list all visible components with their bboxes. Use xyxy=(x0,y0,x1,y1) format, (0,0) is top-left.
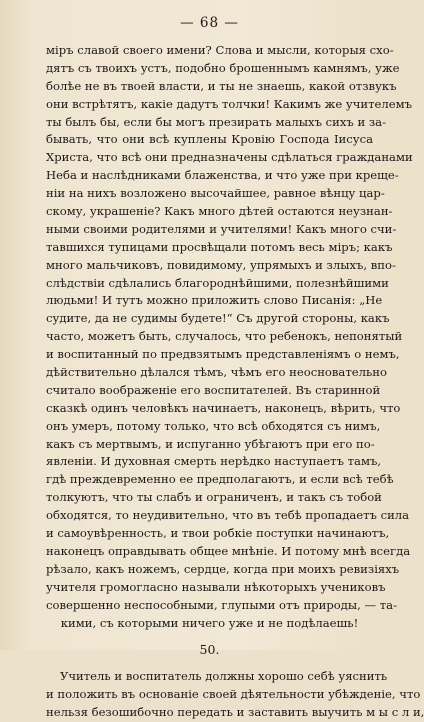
text-line: нельзя безошибочно передать и заставить выучить м ы с л и, xyxy=(46,705,424,720)
text-line: и положить въ основаніе своей дѣятельности убѣжденіе, что xyxy=(46,687,421,702)
text-line: Христа, что всѣ они предназначены сдѣлаться гражданами xyxy=(46,150,413,165)
section-number: 50. xyxy=(199,642,220,658)
text-line: дятъ съ твоихъ устъ, подобно брошеннымъ камнямъ, уже xyxy=(46,60,400,75)
text-line: ными своими родителями и учителями! Какъ много счи- xyxy=(46,221,397,236)
text-line: ніи на нихъ возложено высочайшее, равное вѣнцу цар- xyxy=(46,186,385,201)
text-line: какъ съ мертвымъ, и испуганно убѣгаютъ при его по- xyxy=(46,436,375,451)
text-line: они встрѣтятъ, какіе дадутъ толчки! Какимъ же учителемъ xyxy=(46,96,413,111)
text-line: наконецъ оправдывать общее мнѣніе. И потому мнѣ всегда xyxy=(46,543,411,558)
text-line: міръ славой своего имени? Слова и мысли, которыя схо- xyxy=(46,43,394,57)
text-line: скому, украшеніе? Какъ много дѣтей остаются неузнан- xyxy=(46,204,393,219)
text-line: Учитель и воспитатель должны хорошо себѣ уяснить xyxy=(60,669,388,684)
text-line: кими, съ которыми ничего уже и не подѣлаешь! xyxy=(60,615,359,630)
page-number: — 68 — xyxy=(180,15,239,31)
text-line: и воспитанный по предвзятымъ представленіямъ о немъ, xyxy=(46,347,400,362)
text-line: совершенно неспособными, глупыми отъ природы, — та- xyxy=(46,597,397,612)
paragraph-1 xyxy=(46,42,413,632)
text-line: учителя громогласно называли нѣкоторыхъ учениковъ xyxy=(46,579,386,594)
text-line: тавшихся тупицами просвѣщали потомъ весь міръ; какъ xyxy=(46,239,393,254)
text-line: часто, можетъ быть, случалось, что ребенокъ, непонятый xyxy=(46,329,403,344)
text-line: дѣйствительно дѣлался тѣмъ, чѣмъ его неосновательно xyxy=(46,365,388,380)
text-line: Неба и наслѣдниками блаженства, и что уже при крещe- xyxy=(46,168,399,183)
text-line: много мальчиковъ, повидимому, упрямыхъ и злыхъ, впо- xyxy=(46,257,396,272)
text-line: считало воображеніе его воспитателей. Въ старинной xyxy=(46,382,381,397)
text-line: гдѣ преждевременно ее предполагаютъ, и если всѣ тебѣ xyxy=(46,472,394,487)
text-line: болѣе не въ твоей власти, и ты не знаешь, какой отзвукъ xyxy=(46,78,397,93)
text-line: ты былъ бы, если бы могъ презирать малыхъ сихъ и за- xyxy=(46,114,387,129)
text-line: сказкѣ одинъ человѣкъ начинаетъ, наконецъ, вѣрить, что xyxy=(46,400,401,415)
text-line: и самоувѣренность, и твои робкіе поступки начинаютъ, xyxy=(46,526,390,541)
text-line: судите, да не судимы будете!“ Съ другой стороны, какъ xyxy=(46,311,390,326)
text-line: обходятся, то неудивительно, что въ тебѣ пропадаетъ сила xyxy=(46,508,410,523)
text-line: онъ умеръ, потому только, что всѣ обходятся съ нимъ, xyxy=(46,418,381,433)
text-line: явленіи. И духовная смерть нерѣдко наступаетъ тамъ, xyxy=(46,454,382,469)
text-line: бывать, что они всѣ куплены Кровію Господа Іисуса xyxy=(46,132,373,147)
text-line: рѣзало, какъ ножемъ, сердце, когда при моихъ ревизіяхъ xyxy=(46,561,400,576)
text-line: толкуютъ, что ты слабъ и ограниченъ, и такъ съ тобой xyxy=(46,490,382,505)
text-line: слѣдствіи сдѣлались благороднѣйшими, полезнѣйшими xyxy=(46,275,389,290)
paragraph-2 xyxy=(46,668,424,722)
text-line: людьми! И тутъ можно приложить слово Писанія: „Не xyxy=(46,293,383,308)
